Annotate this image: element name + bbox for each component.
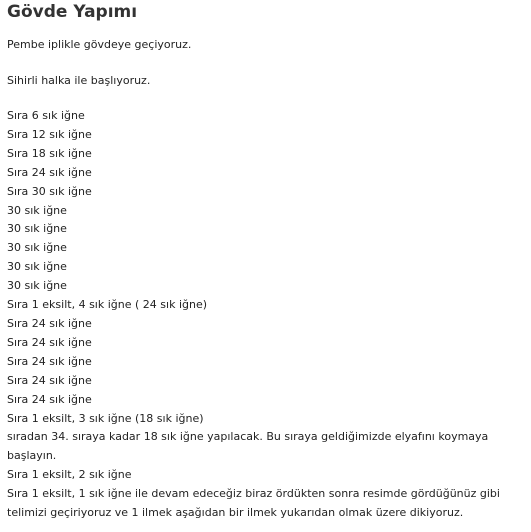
instruction-row: Sıra 12 sık iğne [7, 127, 92, 141]
instruction-row: 30 sık iğne [7, 279, 67, 293]
start-paragraph: Sihirli halka ile başlıyoruz. [7, 74, 151, 87]
instruction-row: sıradan 34. sıraya kadar 18 sık iğne yapılacak. Bu sıraya geldiğimizde elyafını koymaya başlayın. [7, 430, 489, 463]
section-heading: Gövde Yapımı [7, 2, 138, 22]
intro-paragraph: Pembe iplikle gövdeye geçiyoruz. [7, 38, 192, 51]
instruction-row: Sıra 24 sık iğne [7, 165, 92, 179]
instruction-row: Sıra 30 sık iğne [7, 184, 92, 198]
instruction-rows [7, 107, 527, 523]
article-content [7, 0, 527, 523]
instruction-row: Sıra 24 sık iğne [7, 335, 92, 349]
instruction-row: Sıra 1 eksilt, 3 sık iğne (18 sık iğne) [7, 411, 204, 425]
instruction-row: Sıra 24 sık iğne [7, 373, 92, 387]
instruction-row: 30 sık iğne [7, 222, 67, 236]
instruction-row: Sıra 1 eksilt, 4 sık iğne ( 24 sık iğne) [7, 298, 208, 312]
instruction-row: 30 sık iğne [7, 203, 67, 217]
instruction-row: 30 sık iğne [7, 260, 67, 274]
instruction-row: 30 sık iğne [7, 241, 67, 255]
instruction-row: Sıra 1 eksilt, 1 sık iğne ile devam edeceğiz biraz ördükten sonra resimde gördüğünüz gibi telimizi geçiriyoruz ve 1 ilmek aşağıdan bir ilmek yukarıdan olmak üzere dikiyoruz. [7, 487, 500, 520]
instruction-row: Sıra 24 sık iğne [7, 392, 92, 406]
instruction-row: Sıra 1 eksilt, 2 sık iğne [7, 468, 132, 482]
instruction-row: Sıra 18 sık iğne [7, 146, 92, 160]
instruction-row: Sıra 6 sık iğne [7, 109, 85, 122]
instruction-row: Sıra 24 sık iğne [7, 316, 92, 330]
instruction-row: Sıra 24 sık iğne [7, 354, 92, 368]
